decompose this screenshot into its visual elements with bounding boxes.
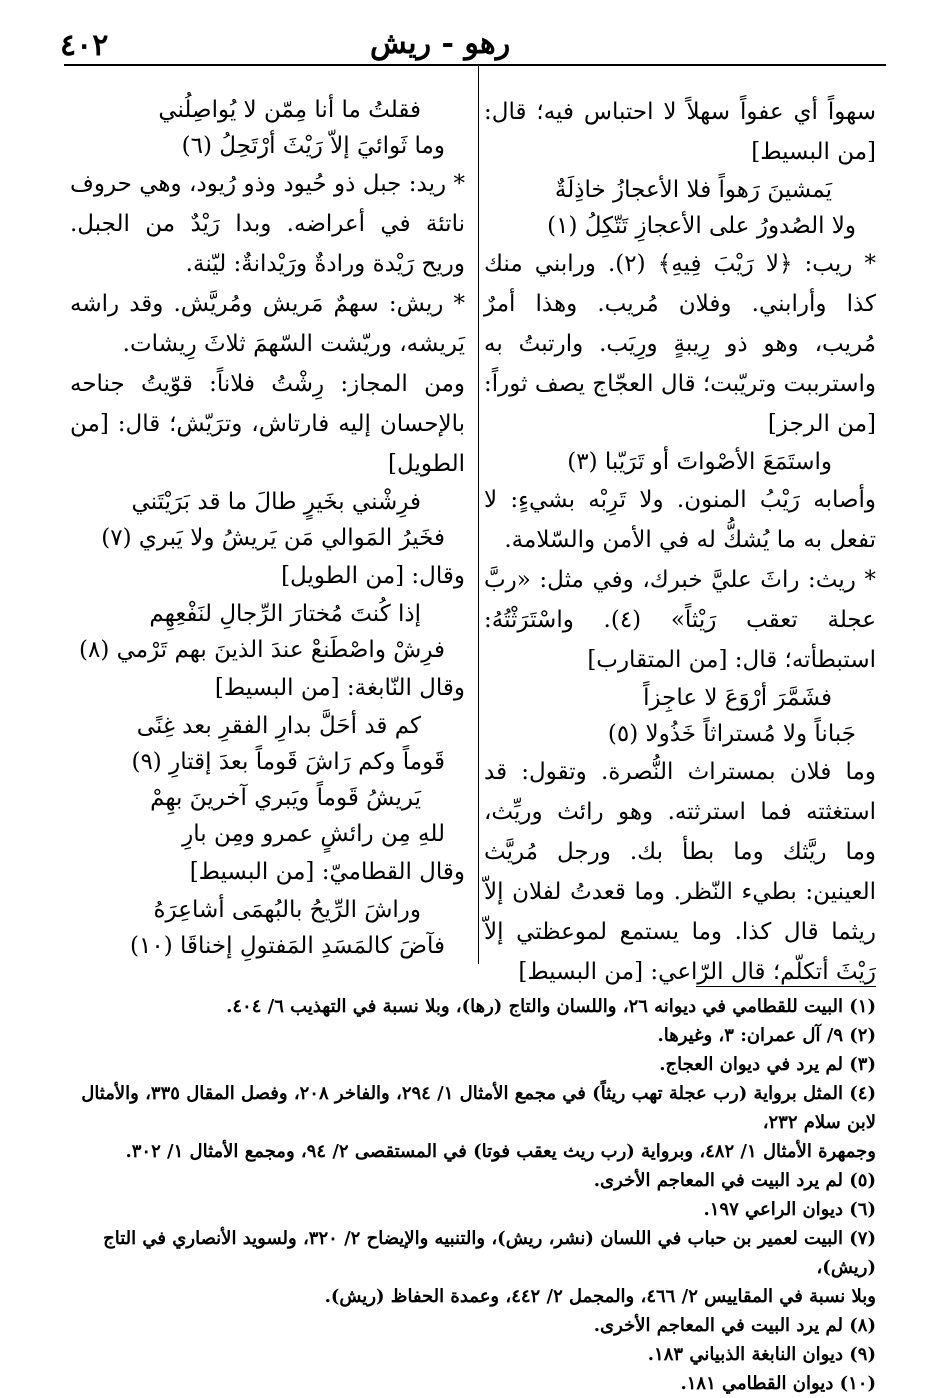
verse-line: يَمشينَ رَهواً فلا الأعجازُ خاذِلَةٌ [554,177,832,203]
footnote: (٨) لم يرد البيت في المعاجم الأخرى. [593,1315,876,1336]
footnote: (٩) ديوان النابغة الذبياني ١٨٣. [647,1344,876,1365]
verse-line: قَوماً وكم رَاشَ قَوماً بعدَ إقتارِ (٩) [131,749,445,775]
column-divider [478,66,479,964]
paragraph: ومن المجاز: رِشْتُ فلاناً: قوّيتُ جناحه بالإحسان إليه فارتاش، وترَيّش؛ قال: [من الطويل] [70,371,465,477]
entry-paragraph: * ريب: ﴿لا رَيْبَ فِيهِ﴾ (٢). ورابني منك كذا وأرابني. وفلان مُريب. وهذا أمرٌ مُريب، وهو ذو رِيبةٍ ورِيَب. وارتبتُ به واسترببت وتريّبت؛ قال العجّاج يصف ثوراً: [من الرجز] [484,251,876,437]
right-column [484,92,876,992]
verse-line: فآضَ كالمَسَدِ المَفتولِ إخناقَا (١٠) [129,933,445,959]
footnote: (٤) المثل برواية (رب عجلة تهب ريثاً) في مجمع الأمثال ١/ ٢٩٤، والفاخر ٢٠٨، وفصل المقال ٣٣٥، والأمثال لابن سلام ٢٣٢، [81,1083,876,1133]
footnote-rule [696,986,876,987]
paragraph: وما فلان بمستراث النُّصرة. وتقول: قد استغثته فما استرثته. وهو رائث وريِّث، وما ريَّثك وما بطأ بك. ورجل مُريَّث العينين: بطيء النّظر. وما قعدتُ لفلان إلاّ ريثما قال كذا. وما يستمع لموعظتي إلاّ رَيْثَ أتكلّم؛ قال الرّاعي: [من البسيط] [484,759,876,985]
paragraph: وأصابه رَيْبُ المنون. ولا تَرِبْه بشيءٍ: لا تفعل به ما يُشكُّ له في الأمن والسّلامة. [484,487,876,553]
footnote: (٣) لم يرد في ديوان العجاج. [659,1054,876,1075]
paragraph: وقال القطاميّ: [من البسيط] [189,859,465,885]
verse-line: وما ثَوائيَ إلاّ رَيْثَ أرْتَحِلُ (٦) [181,133,445,159]
footnote: (٥) لم يرد البيت في المعاجم الأخرى. [593,1170,876,1191]
entry-paragraph: * ريش: سهمٌ مَريش ومُريَّش. وقد راشه يَريشه، وريّشت السّهمَ ثلاثَ رِيشات. [70,291,465,357]
paragraph: وقال النّابغة: [من البسيط] [214,675,465,701]
running-head: رهو - ريش [370,26,511,61]
verse-line: فشَمَّرَ أرْوَعَ لا عاجِزاً [643,685,832,711]
verse-line: للهِ مِن رائشٍ عمرو ومِن بارِ [182,821,445,847]
entry-paragraph: * ريث: راثَ عليَّ خبرك، وفي مثل: «ربَّ عجلة تعقب رَيْثاً» (٤). واسْتَرَثْتُهُ: استبطأته؛ قال: [من المتقارب] [484,567,876,673]
footnotes [66,992,876,1398]
footnote: (١) البيت للقطامي في ديوانه ٢٦، واللسان والتاج (رها)، وبلا نسبة في التهذيب ٦/ ٤٠٤. [226,996,876,1017]
footnote: (٦) ديوان الراعي ١٩٧. [703,1199,876,1220]
left-column [70,92,465,964]
page-number: ٤٠٢ [60,28,109,63]
verse-line: واستَمَعَ الأصْواتَ أو تَرَيّبا (٣) [567,449,832,475]
verse-line: ولا الصُدورُ على الأعجازِ تَتّكِلُ (١) [547,213,856,239]
verse-line: فخَيرُ المَوالي مَن يَريشُ ولا يَبري (٧) [101,525,445,551]
verse-line: كم قد أحَلَّ بدارِ الفقرِ بعد غِنًى [136,713,421,739]
verse-line: فرِشْ واصْطَنعْ عندَ الذينَ بهم تَرْمي (٨) [78,637,445,663]
footnote: (٢) ٩/ آل عمران: ٣، وغيرها. [657,1025,876,1046]
verse-line: يَريشُ قَوماً ويَبري آخرينَ بهِمْ [150,785,421,811]
paragraph: وقال: [من الطويل] [281,563,465,589]
verse-line: فقلتُ ما أنا مِمّن لا يُواصِلُني [158,97,421,123]
entry-paragraph: * ريد: جبل ذو حُيود وذو رُيود، وهي حروف ناتئة في أعراضه. وبدا رَيْدٌ من الجبل. وريح رَيْدة ورادةٌ ورَيْدانةٌ: ليّنة. [70,171,465,277]
verse-line: جَباناً ولا مُستراثاً خَذُولا (٥) [607,721,856,747]
footnote: (٧) البيت لعمير بن حباب في اللسان (نشر، ريش)، والتنبيه والإيضاح ٢/ ٣٢٠، ولسويد الأنصاري في التاج (ريش)، [103,1228,876,1278]
footnote: (١٠) ديوان القطامي ١٨١. [680,1373,876,1394]
verse-line: وراشَ الرِّيحُ بالبُهمَى أشاعِرَهُ [153,897,421,923]
footnote: وجمهرة الأمثال ١/ ٤٨٢، وبرواية (رب ريث يعقب فوتا) في المستقصى ٢/ ٩٤، ومجمع الأمثال ١/ ٣٠٢. [125,1141,876,1162]
verse-line: إذا كُنتَ مُختارَ الرِّجالِ لنَفْعِهِم [149,601,421,627]
footnote: وبلا نسبة في المقاييس ٢/ ٤٦٦، والمجمل ٢/ ٤٤٢، وعمدة الحفاظ (ريش). [324,1286,876,1307]
header-rule [64,64,886,66]
paragraph: سهواً أي عفواً سهلاً لا احتباس فيه؛ قال: [من البسيط] [484,99,876,165]
verse-line: فرِشْني بخَيرٍ طالَ ما قد بَرَيْتَني [131,489,421,515]
